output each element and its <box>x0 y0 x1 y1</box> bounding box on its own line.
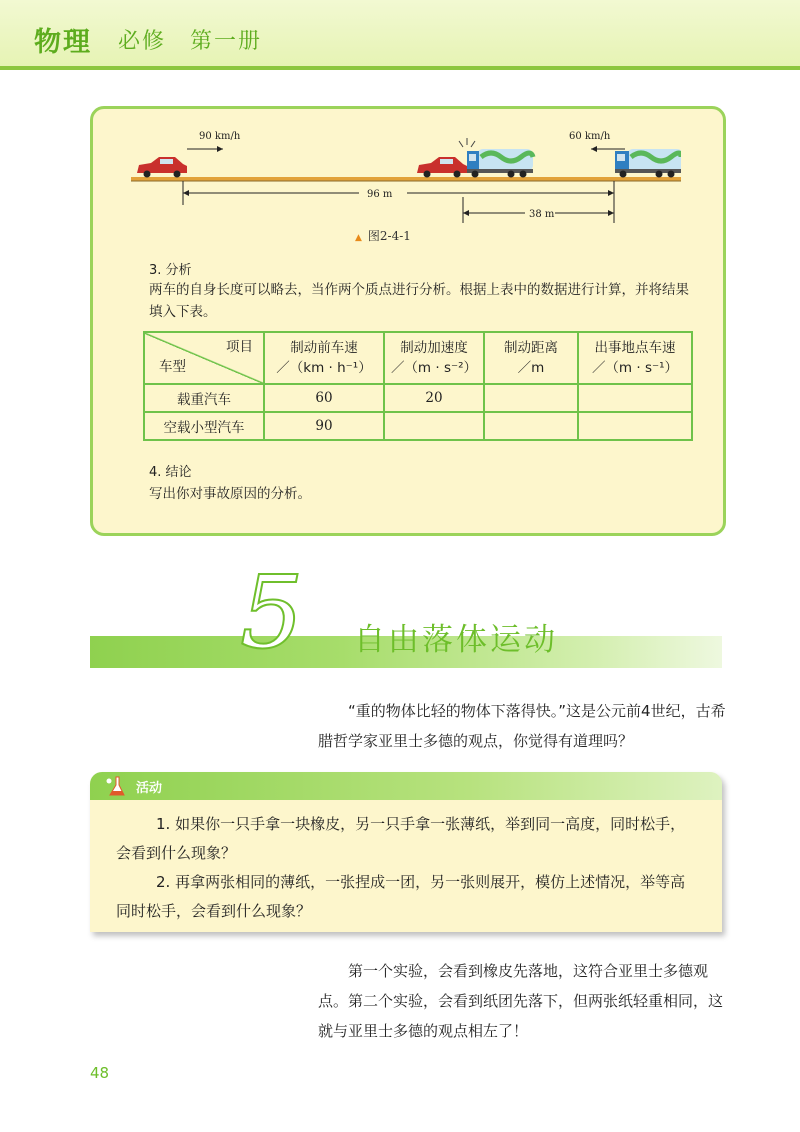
distance-part-label: 38 m <box>529 209 555 220</box>
distance-total-label: 96 m <box>367 189 393 200</box>
truck-icon <box>615 149 681 178</box>
book-subtitle: 必修 第一册 <box>118 29 263 54</box>
table-header: 制动距离 ／m <box>484 332 578 384</box>
small-car-icon <box>417 157 467 178</box>
analysis-text: 两车的自身长度可以略去，当作两个质点进行分析。根据上表中的数据进行计算，并将结果填入下表。 <box>149 282 689 320</box>
table-corner-cell: 项目 车型 <box>144 332 264 384</box>
data-table <box>143 331 693 441</box>
activity-body <box>90 810 722 926</box>
explanation-paragraph: 第一个实验，会看到橡皮先落地，这符合亚里士多德观点。第二个实验，会看到纸团先落下，但两张纸轻重相同，这就与亚里士多德的观点相左了！ <box>318 962 724 1040</box>
page-header <box>0 0 800 70</box>
activity-header <box>90 772 722 800</box>
small-car-icon <box>137 157 187 178</box>
speed-label-right: 60 km/h <box>569 131 611 142</box>
figure-caption: ▲ 图2-4-1 <box>355 229 411 243</box>
flask-icon <box>102 775 128 797</box>
table-row: 空载小型汽车 90 <box>144 412 692 440</box>
experiment-box <box>90 106 726 536</box>
section-title: 自由落体运动 <box>354 622 558 658</box>
activity-item: 1. 如果你一只手拿一块橡皮，另一只手拿一张薄纸，举到同一高度，同时松手，会看到什么现象？ <box>116 815 686 862</box>
book-title: 物理 <box>34 27 92 58</box>
activity-item: 2. 再拿两张相同的薄纸，一张捏成一团，另一张则展开，模仿上述情况，举等高同时松手，会看到什么现象？ <box>116 873 686 920</box>
table-header: 制动前车速 ／（km · h⁻¹） <box>264 332 384 384</box>
activity-title: 活动 <box>136 781 163 796</box>
accident-figure <box>131 123 681 233</box>
speed-label-left: 90 km/h <box>199 131 241 142</box>
conclusion-text: 写出你对事故原因的分析。 <box>149 486 311 502</box>
table-header: 出事地点车速 ／（m · s⁻¹） <box>578 332 692 384</box>
conclusion-heading: 4. 结论 <box>149 465 192 480</box>
triangle-icon: ▲ <box>355 233 362 243</box>
table-row: 载重汽车 60 20 <box>144 384 692 412</box>
road <box>131 177 681 181</box>
activity-box <box>90 772 722 932</box>
section-number: 5 <box>240 554 304 671</box>
truck-icon <box>467 149 533 178</box>
analysis-heading: 3. 分析 <box>149 263 192 278</box>
page-number: 48 <box>90 1064 110 1082</box>
impact-mark-icon <box>459 138 475 147</box>
intro-paragraph: “重的物体比轻的物体下落得快。”这是公元前4世纪，古希腊哲学家亚里士多德的观点，你觉得有道理吗？ <box>318 702 726 750</box>
table-header: 制动加速度 ／（m · s⁻²） <box>384 332 484 384</box>
